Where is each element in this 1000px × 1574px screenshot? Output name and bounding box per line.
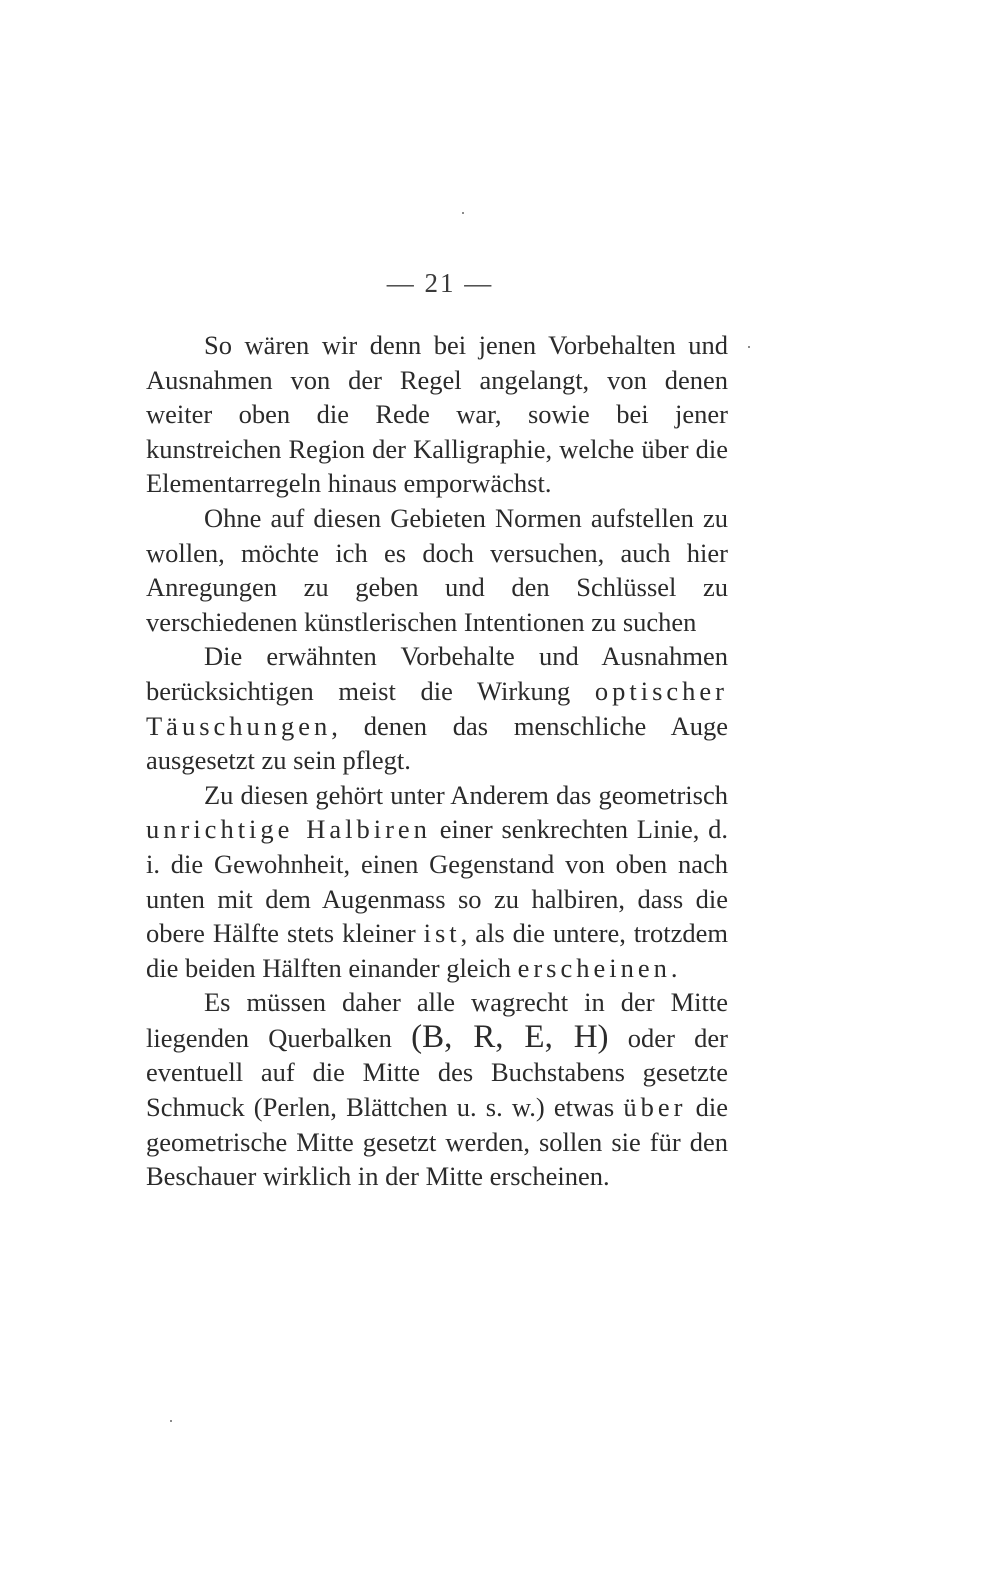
spaced-emphasis: über <box>623 1092 687 1123</box>
paragraph-text: oder der eventuell auf die Mitte des Buchstabens gesetzte Schmuck (Perlen, Blättchen u. s. w.) etwas <box>146 1022 728 1123</box>
paragraph-1 <box>146 328 728 501</box>
scan-speck <box>462 212 464 214</box>
scan-speck <box>170 1420 172 1422</box>
scan-speck <box>748 346 750 348</box>
spaced-emphasis: unrichtige Halbiren <box>146 814 431 845</box>
letter-examples: (B, R, E, H) <box>411 1018 609 1055</box>
body-text <box>146 328 728 1194</box>
paragraph-text: Es müssen daher alle wagrecht in der Mitte liegenden Querbalken <box>146 987 728 1053</box>
spaced-emphasis: erscheinen <box>517 952 671 983</box>
paragraph-text: Zu diesen gehört unter Anderem das geometrisch <box>204 779 728 810</box>
paragraph-text: einer senkrechten Linie, d. i. die Gewohnheit, einen Gegenstand von oben nach unten mit dem Augenmass so zu halbiren, dass die obere Hälfte stets kleiner <box>146 814 728 949</box>
paragraph-4 <box>146 778 728 986</box>
paragraph-2 <box>146 501 728 639</box>
paragraph-text: Ohne auf diesen Gebieten Normen aufstellen zu wollen, möchte ich es doch versuchen, auch hier Anregungen zu geben und den Schlüssel zu verschiedenen künstlerischen Intentionen zu suchen <box>146 502 728 637</box>
paragraph-5 <box>146 985 728 1194</box>
paragraph-text: So wären wir denn bei jenen Vorbehalten und Ausnahmen von der Regel angelangt, von denen weiter oben die Rede war, sowie bei jener kunstreichen Region der Kalligraphie, welche über die Elementarregeln hinaus emporwächst. <box>146 330 728 499</box>
paragraph-text: , als die untere, trotzdem die beiden Hälften einander gleich <box>146 918 728 983</box>
paragraph-3 <box>146 639 728 777</box>
page-number: — 21 — <box>386 268 494 298</box>
paragraph-text: . <box>670 952 678 983</box>
paragraph-text: , denen das menschliche Auge ausgesetzt zu sein pflegt. <box>146 710 728 776</box>
paragraph-text: Die erwähnten Vorbehalte und Ausnahmen berücksichtigen meist die Wirkung <box>146 641 728 706</box>
spaced-emphasis: optischer Täuschungen <box>146 675 728 741</box>
spaced-emphasis: ist <box>423 918 461 949</box>
paragraph-text: die geometrische Mitte gesetzt werden, sollen sie für den Beschauer wirklich in der Mitte erscheinen. <box>146 1092 729 1192</box>
